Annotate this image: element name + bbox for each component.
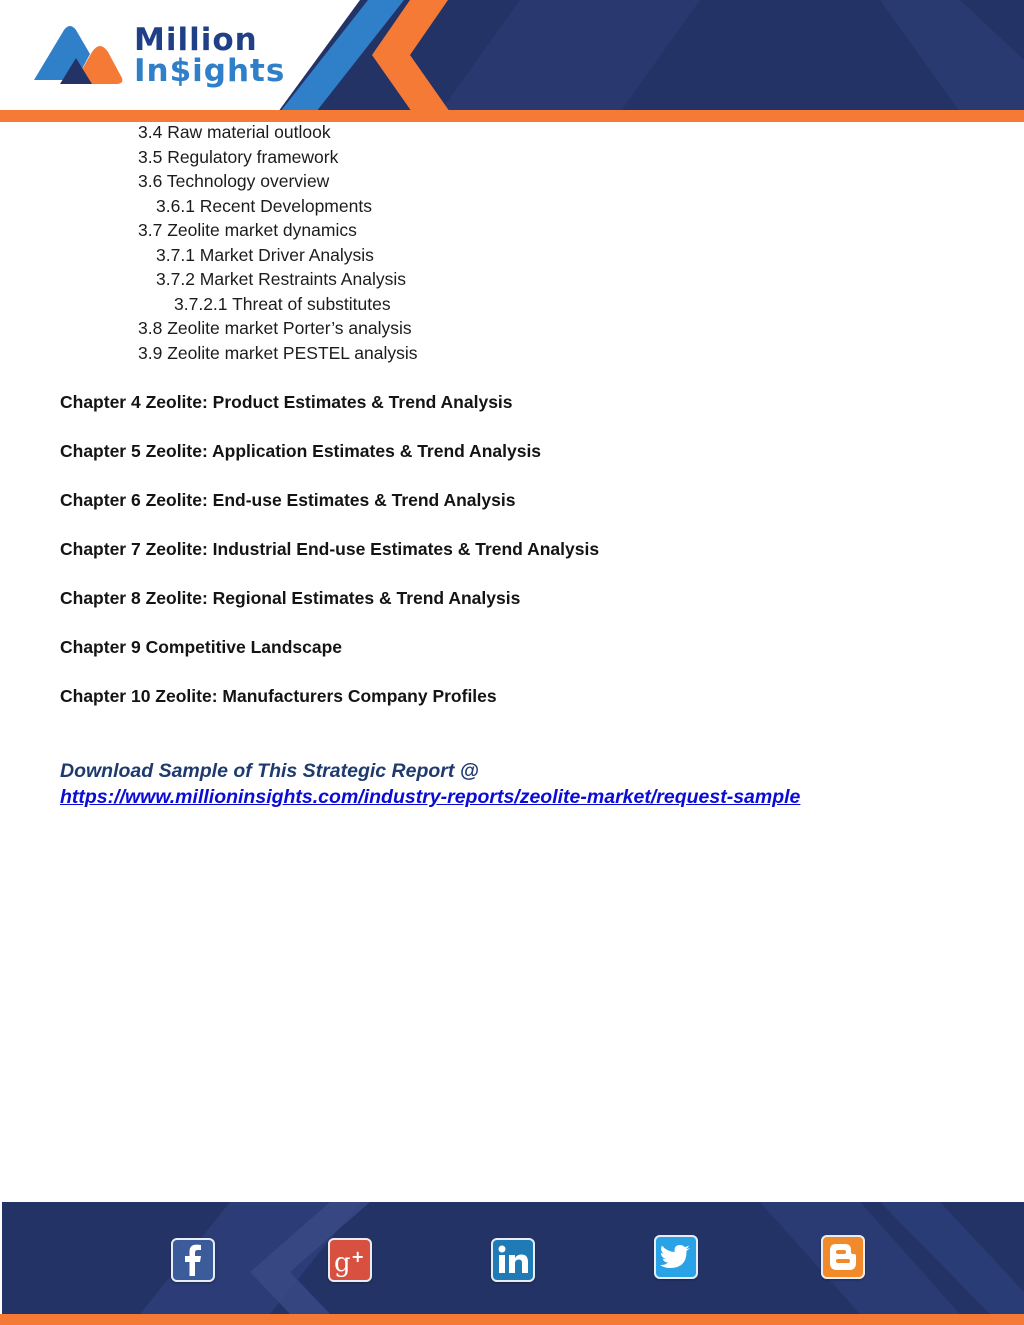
linkedin-icon[interactable] xyxy=(491,1238,535,1282)
chapter-heading: Chapter 6 Zeolite: End-use Estimates & Trend Analysis xyxy=(60,490,516,510)
chapter-heading: Chapter 5 Zeolite: Application Estimates & Trend Analysis xyxy=(60,441,542,461)
toc-item: 3.7.1 Market Driver Analysis xyxy=(156,245,374,265)
brand-name-line2: In$ights xyxy=(134,53,286,89)
chapter-heading: Chapter 9 Competitive Landscape xyxy=(60,637,343,657)
page-header xyxy=(0,0,1024,122)
page-footer xyxy=(0,1202,1024,1325)
toc-item: 3.8 Zeolite market Porter’s analysis xyxy=(138,318,412,338)
toc-item: 3.6.1 Recent Developments xyxy=(156,196,372,216)
chapter-heading: Chapter 7 Zeolite: Industrial End-use Estimates & Trend Analysis xyxy=(60,539,600,559)
toc-item: 3.4 Raw material outlook xyxy=(138,122,331,142)
chapter-heading: Chapter 10 Zeolite: Manufacturers Company Profiles xyxy=(60,686,497,706)
logo-mountain-icon xyxy=(30,22,130,92)
toc-item: 3.7.2.1 Threat of substitutes xyxy=(174,294,391,314)
google-plus-icon[interactable] xyxy=(328,1238,372,1282)
svg-text:g: g xyxy=(334,1248,351,1278)
twitter-icon[interactable] xyxy=(654,1235,698,1279)
brand-name-line1: Million xyxy=(134,22,258,58)
toc-item: 3.9 Zeolite market PESTEL analysis xyxy=(138,343,418,363)
toc-item: 3.5 Regulatory framework xyxy=(138,147,339,167)
blogger-icon[interactable] xyxy=(821,1235,865,1279)
chapter-heading: Chapter 4 Zeolite: Product Estimates & Trend Analysis xyxy=(60,392,513,412)
million-insights-logo xyxy=(30,22,286,92)
download-sample-text: Download Sample of This Strategic Report @ xyxy=(60,760,479,782)
svg-text:+: + xyxy=(351,1247,365,1266)
chapter-heading: Chapter 8 Zeolite: Regional Estimates & Trend Analysis xyxy=(60,588,521,608)
toc-item: 3.7 Zeolite market dynamics xyxy=(138,220,357,240)
toc-item: 3.6 Technology overview xyxy=(138,171,330,191)
facebook-icon[interactable] xyxy=(171,1238,215,1282)
toc-item: 3.7.2 Market Restraints Analysis xyxy=(156,269,406,289)
request-sample-link[interactable]: https://www.millioninsights.com/industry-reports/zeolite-market/request-sample xyxy=(60,786,801,808)
